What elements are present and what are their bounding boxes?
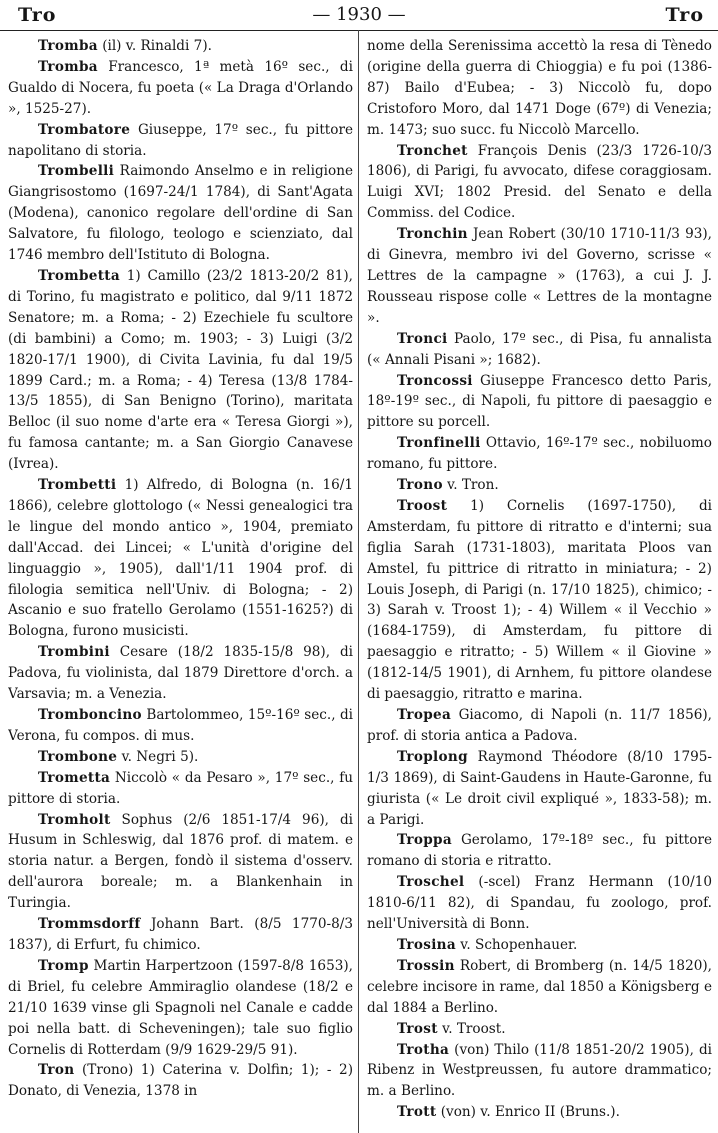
entry-headword: Trombetti <box>38 477 117 494</box>
entry-text: 1) Cornelis (1697-1750), di Amsterdam, fu pittore di ritratto e d'interni; sua figlia Sarah (1731-1803), maritata Ploos van Amstel, fu pittrice di ritratto in miniatura; - 2) Louis Joseph, di Parigi (n. 17/10 1825), chimico; - 3) Sarah v. Troost 1); - 4) Willem « il Vecchio » (1684-1759), di Amsterdam, fu pittore di paesaggio e ritratto; - 5) Willem « il Giovine » (1812-14/5 1901), di Arnhem, fu pittore olandese di paesaggio, ritratto e marina. <box>367 497 712 703</box>
dictionary-entry <box>8 956 353 1061</box>
dictionary-entry <box>8 914 353 956</box>
dictionary-entry <box>367 705 712 747</box>
dictionary-entry <box>367 475 712 496</box>
dictionary-entry <box>8 36 353 57</box>
right-column <box>367 36 712 1128</box>
dictionary-entry <box>367 1040 712 1103</box>
entry-headword: Trombetta <box>38 267 120 284</box>
dictionary-entry <box>8 642 353 705</box>
dictionary-entry <box>367 830 712 872</box>
entry-headword: Tron <box>38 1062 75 1079</box>
dictionary-entry <box>8 768 353 810</box>
dictionary-entry <box>8 747 353 768</box>
dictionary-entry <box>367 747 712 831</box>
dictionary-entry <box>367 224 712 329</box>
entry-headword: Trono <box>397 477 443 494</box>
dictionary-entry <box>367 956 712 1019</box>
entry-headword: Trombini <box>38 644 110 661</box>
entry-headword: Tronfinelli <box>397 435 481 452</box>
entry-text: (Trono) 1) Caterina v. Dolfin; 1); - 2) Donato, di Venezia, 1378 in <box>8 1062 353 1100</box>
entry-headword: Trommsdorff <box>38 916 141 933</box>
entry-text: (il) v. Rinaldi 7). <box>102 38 212 54</box>
dictionary-entry <box>8 705 353 747</box>
dictionary-entry <box>8 266 353 475</box>
entry-headword: Tromba <box>38 38 98 54</box>
dictionary-entry <box>8 475 353 642</box>
left-column <box>8 36 353 1128</box>
entry-text: Paolo, 17º sec., di Pisa, fu annalista (« Annali Pisani »; 1682). <box>367 330 712 368</box>
entry-text: Ottavio, 16º-17º sec., nobiluomo romano, fu pittore. <box>367 435 712 473</box>
entry-text: Francesco, 1ª metà 16º sec., di Gualdo di Nocera, fu poeta (« La Draga d'Orlando », 1525-27). <box>8 58 353 117</box>
page-number: — 1930 — <box>312 4 406 25</box>
dictionary-entry <box>367 433 712 475</box>
entry-text: Jean Robert (30/10 1710-11/3 93), di Ginevra, membro ivi del Governo, scrisse « Lettres de la campagne » (1763), a cui J. J. Rousseau rispose colle « Lettres de la montagne ». <box>367 226 712 326</box>
entry-headword: Troost <box>397 497 448 514</box>
header-left-guideword: Tro <box>18 4 57 26</box>
entry-text: Giuseppe Francesco detto Paris, 18º-19º sec., di Napoli, fu pittore di paesaggio e pittore su porcell. <box>367 372 712 431</box>
entry-headword: Tromboncino <box>38 707 142 723</box>
dictionary-entry <box>367 1102 712 1123</box>
entry-headword: Trost <box>397 1020 438 1037</box>
entry-headword: Trossin <box>397 957 455 974</box>
dictionary-entry <box>367 371 712 434</box>
dictionary-entry <box>367 141 712 225</box>
entry-headword: Trott <box>397 1104 437 1121</box>
dictionary-entry <box>8 1060 353 1102</box>
entry-text: Raymond Théodore (8/10 1795-1/3 1869), di Saint-Gaudens in Haute-Garonne, fu giurista (« Le droit civil expliqué », 1833-58); m. a Parigi. <box>367 748 712 828</box>
entry-text: nome della Serenissima accettò la resa di Tènedo (origine della guerra di Chioggia) e fu poi (1386-87) Bailo d'Eubea; - 3) Niccolò fu, dopo Cristoforo Moro, dal 1471 Doge (67º) di Venezia; m. 1473; suo succ. fu Niccolò Marcello. <box>367 38 712 138</box>
entry-text: Cesare (18/2 1835-15/8 98), di Padova, fu violinista, dal 1879 Direttore d'orch. a Varsavia; m. a Venezia. <box>8 644 353 703</box>
dictionary-entry <box>367 36 712 141</box>
dictionary-entry <box>367 496 712 705</box>
entry-headword: Tromp <box>38 957 89 974</box>
dictionary-entry <box>8 810 353 915</box>
header-right-guideword: Tro <box>665 4 704 26</box>
entry-text: Johann Bart. (8/5 1770-8/3 1837), di Erfurt, fu chimico. <box>8 916 353 953</box>
dictionary-entry <box>8 120 353 162</box>
entry-headword: Tronchin <box>397 226 468 243</box>
entry-text: (von) v. Enrico II (Bruns.). <box>440 1104 620 1121</box>
column-divider <box>358 30 359 1133</box>
entry-text: Bartolommeo, 15º-16º sec., di Verona, fu compos. di mus. <box>8 707 353 744</box>
entry-headword: Trombone <box>38 748 118 765</box>
entry-headword: Tropea <box>397 707 452 723</box>
entry-headword: Tromba <box>38 58 98 75</box>
entry-text: v. Schopenhauer. <box>460 936 578 953</box>
entry-text: Sophus (2/6 1851-17/4 96), di Husum in Schleswig, dal 1876 prof. di matem. e storia natur. a Bergen, fondò il sistema d'osserv. dell'aurora boreale; m. a Blankenhain in Turingia. <box>8 811 353 912</box>
entry-text: Raimondo Anselmo e in religione Giangrisostomo (1697-24/1 1784), di Sant'Agata (Modena), canonico regolare dell'ordine di San Salvatore, fu filologo, teologo e scienziato, dal 1746 membro dell'Istituto di Bologna. <box>8 163 353 264</box>
entry-headword: Trombatore <box>38 121 131 138</box>
entry-headword: Troplong <box>397 748 468 765</box>
dictionary-entry <box>367 1019 712 1040</box>
entry-headword: Troncossi <box>397 372 473 389</box>
entry-headword: Tromholt <box>38 811 111 828</box>
entry-text: v. Troost. <box>442 1020 506 1037</box>
entry-text: 1) Camillo (23/2 1813-20/2 81), di Torino, fu magistrato e politico, dal 9/11 1872 Senatore; m. a Roma; - 2) Ezechiele fu scultore (di bambini) a Como; m. 1903; - 3) Luigi (3/2 1820-17/1 1900), di Civita Lavinia, fu dal 19/5 1899 Card.; m. a Roma; - 4) Teresa (13/8 1784-13/5 1855), di San Benigno (Torino), maritata Belloc (il suo nome d'arte era « Teresa Giorgi »), fu famosa cantante; m. a San Giorgio Canavese (Ivrea). <box>8 267 353 473</box>
entry-headword: Tronci <box>397 330 448 347</box>
page-header <box>0 0 718 31</box>
dictionary-entry <box>367 329 712 371</box>
entry-text: Giuseppe, 17º sec., fu pittore napolitano di storia. <box>8 121 353 159</box>
entry-headword: Trombelli <box>38 163 115 180</box>
dictionary-entry <box>367 935 712 956</box>
entry-headword: Trometta <box>38 769 111 786</box>
entry-text: Giacomo, di Napoli (n. 11/7 1856), prof. di storia antica a Padova. <box>367 707 712 744</box>
entry-text: Gerolamo, 17º-18º sec., fu pittore romano di storia e ritratto. <box>367 832 712 870</box>
entry-text: v. Negri 5). <box>121 748 199 765</box>
entry-headword: Tronchet <box>397 142 468 159</box>
entry-text: (-scel) Franz Hermann (10/10 1810-6/11 82), di Spandau, fu zoologo, prof. nell'Università di Bonn. <box>367 874 712 933</box>
entry-headword: Troschel <box>397 874 465 891</box>
entry-text: (von) Thilo (11/8 1851-20/2 1905), di Ribenz in Westpreussen, fu autore drammatico; m. a Berlino. <box>367 1041 712 1100</box>
entry-text: Niccolò « da Pesaro », 17º sec., fu pittore di storia. <box>8 769 353 807</box>
entry-text: Martin Harpertzoon (1597-8/8 1653), di Briel, fu celebre Ammiraglio olandese (18/2 e 21/10 1639 vinse gli Spagnoli nel Canale e cadde poi nella batt. di Scheveningen); tale suo figlio Cornelis di Rotterdam (9/9 1629-29/5 91). <box>8 957 353 1058</box>
dictionary-entry <box>367 872 712 935</box>
entry-headword: Troppa <box>397 832 452 849</box>
entry-text: François Denis (23/3 1726-10/3 1806), di Parigi, fu avvocato, difese coraggiosam. Luigi XVI; 1802 Presid. del Senato e della Commiss. del Codice. <box>367 142 712 222</box>
entry-headword: Trotha <box>397 1041 450 1058</box>
entry-headword: Trosina <box>397 936 456 953</box>
entry-text: v. Tron. <box>447 477 499 494</box>
entry-text: Robert, di Bromberg (n. 14/5 1820), celebre incisore in rame, dal 1850 a Königsberg e dal 1884 a Berlino. <box>367 957 712 1016</box>
entry-text: 1) Alfredo, di Bologna (n. 16/1 1866), celebre glottologo (« Nessi genealogici tra le lingue del mondo antico », 1904, premiato dall'Accad. dei Lincei; « L'unità d'origine del linguaggio », 1905), dall'1/11 1904 prof. di filologia semitica nell'Univ. di Bologna; - 2) Ascanio e suo fratello Gerolamo (1551-1625?) di Bologna, furono musicisti. <box>8 477 353 640</box>
dictionary-entry <box>8 161 353 266</box>
dictionary-entry <box>8 57 353 120</box>
